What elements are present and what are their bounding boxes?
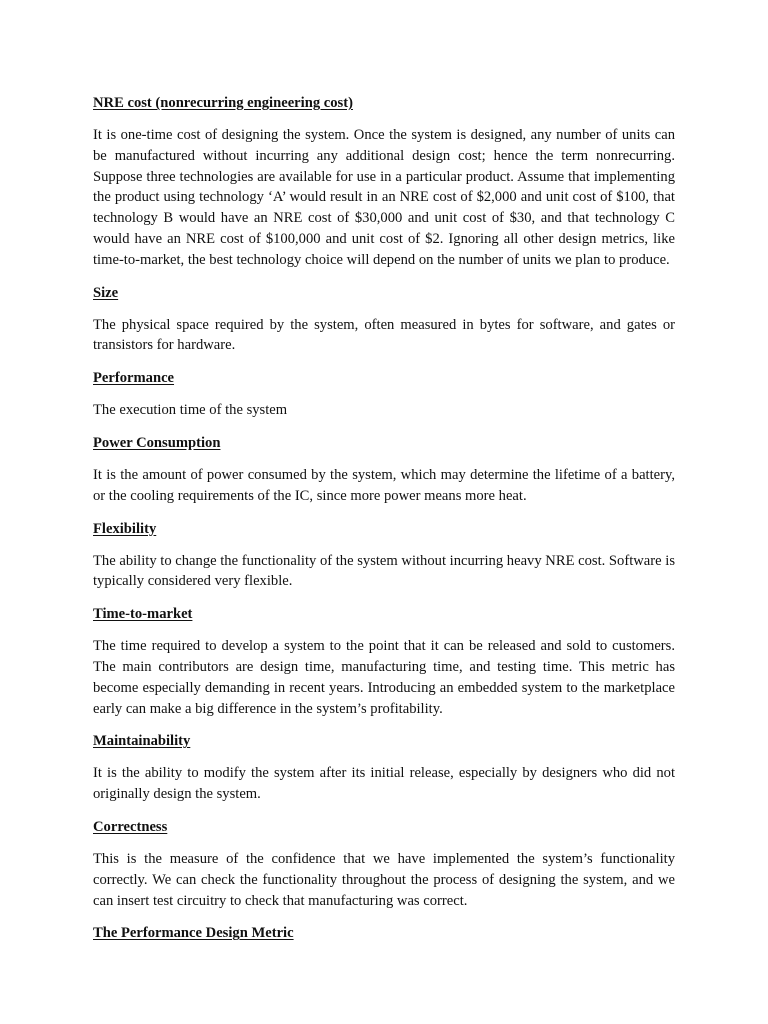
section-time-to-market	[93, 604, 675, 719]
paragraph-nre-cost: It is one-time cost of designing the system. Once the system is designed, any number of units can be manufactured without incurring any additional design cost; hence the term nonrecurring. Suppose three technologies are available for use in a particular product. Assume that implementing the product using technology ‘A’ would result in an NRE cost of $2,000 and unit cost of $100, that technology B would have an NRE cost of $30,000 and unit cost of $30, and that technology C would have an NRE cost of $100,000 and unit cost of $2. Ignoring all other design metrics, like time-to-market, the best technology choice will depend on the number of units we plan to produce.	[93, 127, 675, 268]
section-maintainability	[93, 731, 675, 805]
section-flexibility	[93, 519, 675, 593]
heading-maintainability: Maintainability	[93, 733, 191, 750]
heading-power-consumption: Power Consumption	[93, 434, 221, 451]
section-correctness	[93, 817, 675, 911]
paragraph-power-consumption: It is the amount of power consumed by the system, which may determine the lifetime of a battery, or the cooling requirements of the IC, since more power means more heat.	[93, 466, 675, 504]
heading-size: Size	[93, 284, 119, 301]
section-performance-design-metric	[93, 923, 675, 943]
heading-performance: Performance	[93, 370, 175, 387]
section-performance	[93, 368, 675, 421]
section-size	[93, 283, 675, 357]
heading-performance-design-metric: The Performance Design Metric	[93, 925, 294, 942]
paragraph-performance: The execution time of the system	[93, 402, 288, 419]
document-page	[93, 90, 675, 943]
paragraph-correctness: This is the measure of the confidence that we have implemented the system’s functionality correctly. We can check the functionality throughout the process of designing the system, and we can insert test circuitry to check that manufacturing was correct.	[93, 850, 675, 909]
paragraph-maintainability: It is the ability to modify the system after its initial release, especially by designers who did not originally design the system.	[93, 765, 675, 803]
section-nre-cost	[93, 93, 675, 271]
paragraph-size: The physical space required by the system, often measured in bytes for software, and gates or transistors for hardware.	[93, 316, 675, 354]
paragraph-flexibility: The ability to change the functionality of the system without incurring heavy NRE cost. Software is typically considered very flexible.	[93, 552, 675, 590]
heading-flexibility: Flexibility	[93, 520, 157, 537]
heading-correctness: Correctness	[93, 818, 168, 835]
heading-time-to-market: Time-to-market	[93, 606, 193, 623]
section-power-consumption	[93, 433, 675, 507]
heading-nre-cost: NRE cost (nonrecurring engineering cost)	[93, 95, 353, 111]
paragraph-time-to-market: The time required to develop a system to the point that it can be released and sold to customers. The main contributors are design time, manufacturing time, and testing time. This metric has become especially demanding in recent years. Introducing an embedded system to the marketplace early can make a big difference in the system’s profitability.	[93, 638, 675, 717]
